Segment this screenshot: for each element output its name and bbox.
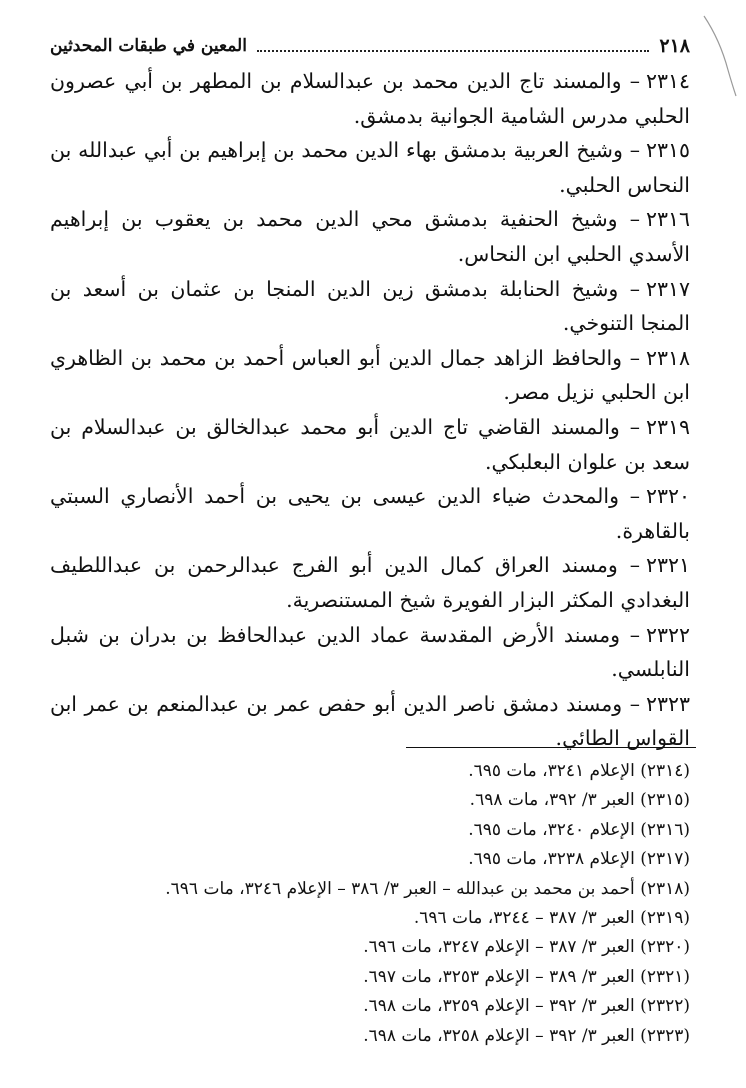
footnote-divider bbox=[406, 747, 696, 748]
entry-text: – وشيخ العربية بدمشق بهاء الدين محمد بن إبراهيم بن أبي عبدالله بن النحاس الحلبي. bbox=[50, 138, 690, 197]
entry-text: – ومسند دمشق ناصر الدين أبو حفص عمر بن عبدالمنعم بن عمر ابن القواس الطائي. bbox=[50, 691, 690, 751]
entries-list bbox=[50, 64, 690, 756]
entry bbox=[50, 687, 690, 756]
footnote: (٢٣٢٢) العبر ٣/ ٣٩٢ – الإعلام ٣٢٥٩، مات ٦٩٨. bbox=[363, 996, 690, 1017]
entry-number: ٢٣٢١ bbox=[645, 553, 690, 578]
footnote: (٢٣١٦) الإعلام ٣٢٤٠، مات ٦٩٥. bbox=[468, 819, 690, 840]
entry-number: ٢٣٢٣ bbox=[645, 691, 690, 716]
footnote: (٢٣١٧) الإعلام ٣٢٣٨، مات ٦٩٥. bbox=[468, 849, 690, 870]
page-header bbox=[50, 34, 690, 58]
entry-number: ٢٣١٨ bbox=[645, 345, 690, 370]
entry-text: – والمسند تاج الدين محمد بن عبدالسلام بن المطهر بن أبي عصرون الحلبي مدرس الشامية الجوانية بدمشق. bbox=[50, 69, 690, 128]
entry-number: ٢٣١٦ bbox=[645, 207, 690, 232]
footnote: (٢٣٢٣) العبر ٣/ ٣٩٢ – الإعلام ٣٢٥٨، مات ٦٩٨. bbox=[363, 1025, 690, 1046]
entry-number: ٢٣١٥ bbox=[645, 138, 690, 163]
entry bbox=[50, 272, 690, 341]
footnote: (٢٣٢٠) العبر ٣/ ٣٨٧ – الإعلام ٣٢٤٧، مات ٦٩٦. bbox=[363, 937, 690, 958]
entry bbox=[50, 618, 690, 687]
entry-number: ٢٣١٧ bbox=[645, 276, 690, 301]
entry-text: – ومسند الأرض المقدسة عماد الدين عبدالحافظ بن بدران بن شبل النابلسي. bbox=[50, 622, 690, 682]
entry bbox=[50, 479, 690, 548]
footnote: (٢٣١٥) العبر ٣/ ٣٩٢، مات ٦٩٨. bbox=[469, 790, 690, 811]
entry-text: – والحافظ الزاهد جمال الدين أبو العباس أحمد بن محمد بن الظاهري ابن الحلبي نزيل مصر. bbox=[50, 345, 690, 405]
footnote: (٢٣١٨) أحمد بن محمد بن عبدالله – العبر ٣/ ٣٨٦ – الإعلام ٣٢٤٦، مات ٦٩٦. bbox=[165, 878, 690, 899]
entry bbox=[50, 548, 690, 617]
footnotes bbox=[50, 757, 690, 1051]
entry-number: ٢٣١٤ bbox=[645, 69, 690, 93]
footnote: (٢٣١٤) الإعلام ٣٢٤١، مات ٦٩٥. bbox=[468, 761, 690, 781]
entry-number: ٢٣١٩ bbox=[645, 414, 690, 439]
entry-text: – والمحدث ضياء الدين عيسى بن يحيى بن أحمد الأنصاري السبتي بالقاهرة. bbox=[50, 484, 690, 543]
entry bbox=[50, 341, 690, 410]
entry bbox=[50, 202, 690, 271]
entry bbox=[50, 410, 690, 479]
entry bbox=[50, 133, 690, 202]
entry-number: ٢٣٢٢ bbox=[645, 622, 690, 647]
entry bbox=[50, 64, 690, 133]
entry-text: – والمسند القاضي تاج الدين أبو محمد عبدالخالق بن عبدالسلام بن سعد بن علوان البعلبكي. bbox=[50, 414, 690, 474]
footnote: (٢٣١٩) العبر ٣/ ٣٨٧ – ٣٢٤٤، مات ٦٩٦. bbox=[413, 908, 690, 929]
entry-text: – وشيخ الحنفية بدمشق محي الدين محمد بن يعقوب بن إبراهيم الأسدي الحلبي ابن النحاس. bbox=[50, 207, 690, 266]
footnote: (٢٣٢١) العبر ٣/ ٣٨٩ – الإعلام ٣٢٥٣، مات ٦٩٧. bbox=[363, 966, 690, 987]
entry-text: – ومسند العراق كمال الدين أبو الفرج عبدالرحمن بن عبداللطيف البغدادي المكثر البزار الفويرة شيخ المستنصرية. bbox=[50, 553, 690, 612]
header-leader-dots bbox=[257, 40, 649, 52]
entry-number: ٢٣٢٠ bbox=[645, 484, 690, 509]
scan-mark bbox=[698, 10, 738, 100]
running-title: المعين في طبقات المحدثين bbox=[50, 36, 247, 56]
page-number: ٢١٨ bbox=[659, 35, 690, 57]
entry-text: – وشيخ الحنابلة بدمشق زين الدين المنجا بن عثمان بن أسعد بن المنجا التنوخي. bbox=[50, 276, 690, 336]
